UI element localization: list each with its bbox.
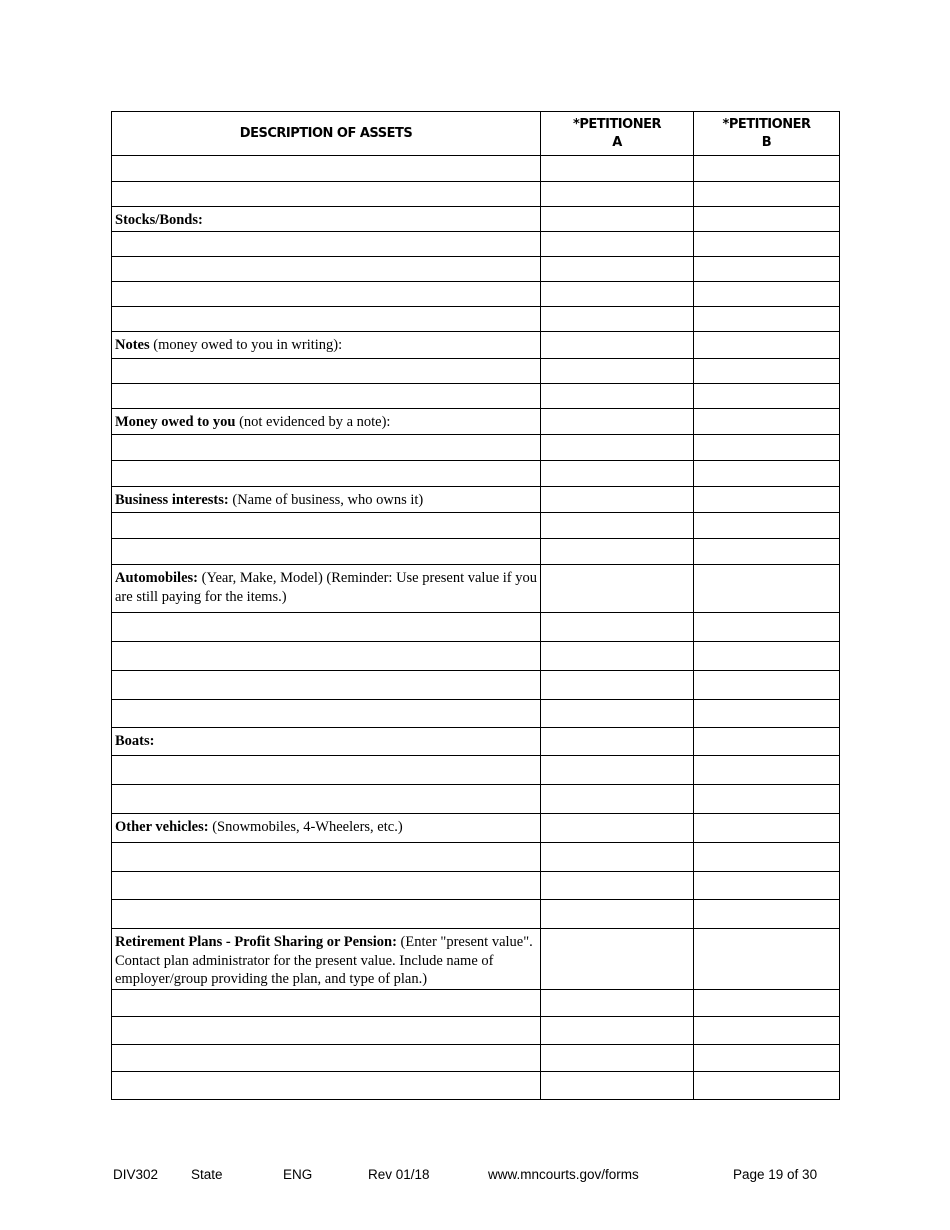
table-row [112,307,840,332]
petitioner-a-value-cell[interactable] [541,282,694,307]
petitioner-b-value-cell[interactable] [694,785,840,814]
asset-description-cell[interactable] [112,487,541,513]
footer-revision: Rev 01/18 [368,1167,430,1182]
asset-description-cell[interactable] [112,785,541,814]
asset-description-cell[interactable] [112,700,541,728]
petitioner-b-value-cell[interactable] [694,700,840,728]
category-note: (money owed to you in writing): [149,337,343,353]
petitioner-a-value-cell[interactable] [541,207,694,232]
category-label: Business interests: [115,492,229,508]
petitioner-a-value-cell[interactable] [541,435,694,461]
table-row [112,785,840,814]
petitioner-a-value-cell[interactable] [541,728,694,756]
asset-description-cell[interactable] [112,435,541,461]
asset-description-cell[interactable] [112,814,541,843]
asset-description-cell[interactable] [112,232,541,257]
petitioner-a-value-cell[interactable] [541,232,694,257]
petitioner-b-value-cell[interactable] [694,872,840,900]
footer-page-number: Page 19 of 30 [733,1167,818,1182]
petitioner-a-value-cell[interactable] [541,257,694,282]
asset-description-cell[interactable] [112,756,541,785]
table-row [112,700,840,728]
table-row [112,872,840,900]
asset-description-cell[interactable] [112,613,541,642]
table-row [112,900,840,929]
petitioner-b-value-cell[interactable] [694,1044,840,1071]
header-petitioner-b [694,112,840,156]
table-row [112,435,840,461]
table-row [112,1071,840,1099]
petitioner-b-value-cell[interactable] [694,207,840,232]
petitioner-a-value-cell[interactable] [541,671,694,700]
petitioner-b-value-cell[interactable] [694,728,840,756]
petitioner-b-value-cell[interactable] [694,671,840,700]
petitioner-a-value-cell[interactable] [541,872,694,900]
petitioner-a-value-cell[interactable] [541,814,694,843]
table-row [112,487,840,513]
table-row [112,182,840,207]
category-label: Retirement Plans - Profit Sharing or Pension: [115,934,397,950]
petitioner-b-value-cell[interactable] [694,257,840,282]
petitioner-b-value-cell[interactable] [694,1016,840,1044]
table-row [112,461,840,487]
asset-description-cell[interactable] [112,989,541,1016]
petitioner-a-value-cell[interactable] [541,642,694,671]
table-row [112,1016,840,1044]
petitioner-a-value-cell[interactable] [541,384,694,409]
asset-description-cell[interactable] [112,461,541,487]
table-row [112,814,840,843]
asset-description-cell[interactable] [112,384,541,409]
petitioner-b-value-cell[interactable] [694,461,840,487]
petitioner-a-value-cell[interactable] [541,1016,694,1044]
category-label: Other vehicles: [115,819,209,835]
header-petitioner-a-line1: *PETITIONER [573,116,661,132]
petitioner-b-value-cell[interactable] [694,565,840,613]
petitioner-b-value-cell[interactable] [694,642,840,671]
asset-description-cell[interactable] [112,282,541,307]
asset-description-cell[interactable] [112,182,541,207]
table-body [112,156,840,1100]
petitioner-a-value-cell[interactable] [541,539,694,565]
petitioner-a-value-cell[interactable] [541,182,694,207]
asset-description-cell[interactable] [112,207,541,232]
asset-description-cell[interactable] [112,359,541,384]
table-row [112,539,840,565]
asset-description-cell[interactable] [112,257,541,282]
table-row [112,359,840,384]
asset-description-cell[interactable] [112,671,541,700]
petitioner-a-value-cell[interactable] [541,1044,694,1071]
petitioner-a-value-cell[interactable] [541,1071,694,1099]
category-label: Stocks/Bonds: [115,212,203,228]
category-note: (not evidenced by a note): [235,414,391,430]
petitioner-b-value-cell[interactable] [694,435,840,461]
header-petitioner-b-line1: *PETITIONER [722,116,811,132]
header-petitioner-a [541,112,694,156]
petitioner-a-value-cell[interactable] [541,900,694,929]
asset-description-cell[interactable] [112,642,541,671]
header-petitioner-a-line2: A [612,134,622,150]
asset-description-cell[interactable] [112,843,541,872]
footer-form-id: DIV302 [113,1167,159,1182]
petitioner-b-value-cell[interactable] [694,756,840,785]
asset-description-cell[interactable] [112,900,541,929]
category-note: (Snowmobiles, 4-Wheelers, etc.) [208,819,403,835]
table-row [112,332,840,359]
table-row [112,257,840,282]
petitioner-a-value-cell[interactable] [541,156,694,182]
petitioner-a-value-cell[interactable] [541,613,694,642]
category-label: Money owed to you [115,414,236,430]
petitioner-b-value-cell[interactable] [694,332,840,359]
petitioner-a-value-cell[interactable] [541,332,694,359]
petitioner-a-value-cell[interactable] [541,989,694,1016]
asset-description-cell[interactable] [112,565,541,613]
table-row [112,728,840,756]
petitioner-a-value-cell[interactable] [541,700,694,728]
table-row [112,232,840,257]
petitioner-b-value-cell[interactable] [694,359,840,384]
petitioner-a-value-cell[interactable] [541,487,694,513]
category-note: (Year, Make, Model) (Reminder: Use present value if you are still paying for the items.) [115,570,537,605]
petitioner-a-value-cell[interactable] [541,409,694,435]
category-label: Boats: [115,733,155,749]
table-row [112,409,840,435]
petitioner-b-value-cell[interactable] [694,1071,840,1099]
petitioner-b-value-cell[interactable] [694,232,840,257]
petitioner-b-value-cell[interactable] [694,814,840,843]
petitioner-b-value-cell[interactable] [694,384,840,409]
category-note: (Enter "present value". Contact plan administrator for the present value. Include name of employer/group providing the plan, and type of plan.) [115,934,533,987]
petitioner-b-value-cell[interactable] [694,156,840,182]
category-label: Notes [115,337,150,353]
table-row [112,756,840,785]
petitioner-a-value-cell[interactable] [541,461,694,487]
asset-description-cell[interactable] [112,409,541,435]
petitioner-b-value-cell[interactable] [694,989,840,1016]
table-header-row [112,112,840,156]
asset-description-cell[interactable] [112,1071,541,1099]
petitioner-b-value-cell[interactable] [694,282,840,307]
asset-description-cell[interactable] [112,1044,541,1071]
table-row [112,384,840,409]
petitioner-b-value-cell[interactable] [694,487,840,513]
asset-description-cell[interactable] [112,728,541,756]
asset-description-cell[interactable] [112,513,541,539]
petitioner-b-value-cell[interactable] [694,900,840,929]
table-row [112,989,840,1016]
asset-description-cell[interactable] [112,1016,541,1044]
petitioner-a-value-cell[interactable] [541,929,694,990]
table-row [112,1044,840,1071]
header-description: DESCRIPTION OF ASSETS [112,112,541,156]
table-row [112,565,840,613]
table-row [112,642,840,671]
table-row [112,843,840,872]
category-label: Automobiles: [115,570,198,586]
asset-description-cell[interactable] [112,307,541,332]
header-petitioner-b-line2: B [761,134,772,150]
petitioner-a-value-cell[interactable] [541,756,694,785]
petitioner-a-value-cell[interactable] [541,307,694,332]
asset-description-cell[interactable] [112,332,541,359]
category-note: (Name of business, who owns it) [228,492,424,508]
petitioner-b-value-cell[interactable] [694,929,840,990]
table-row [112,929,840,990]
asset-description-cell[interactable] [112,929,541,990]
asset-description-cell[interactable] [112,872,541,900]
petitioner-b-value-cell[interactable] [694,182,840,207]
petitioner-a-value-cell[interactable] [541,843,694,872]
asset-description-cell[interactable] [112,539,541,565]
petitioner-a-value-cell[interactable] [541,785,694,814]
petitioner-b-value-cell[interactable] [694,513,840,539]
petitioner-b-value-cell[interactable] [694,843,840,872]
table-row [112,207,840,232]
petitioner-b-value-cell[interactable] [694,539,840,565]
petitioner-b-value-cell[interactable] [694,307,840,332]
footer-jurisdiction: State [191,1167,223,1182]
table-row [112,613,840,642]
petitioner-b-value-cell[interactable] [694,409,840,435]
footer-website[interactable]: www.mncourts.gov/forms [488,1167,639,1182]
petitioner-a-value-cell[interactable] [541,359,694,384]
table-row [112,671,840,700]
assets-table [111,111,840,1100]
table-row [112,513,840,539]
asset-description-cell[interactable] [112,156,541,182]
table-row [112,282,840,307]
footer-language: ENG [283,1167,313,1182]
table-row [112,156,840,182]
petitioner-a-value-cell[interactable] [541,565,694,613]
petitioner-b-value-cell[interactable] [694,613,840,642]
petitioner-a-value-cell[interactable] [541,513,694,539]
